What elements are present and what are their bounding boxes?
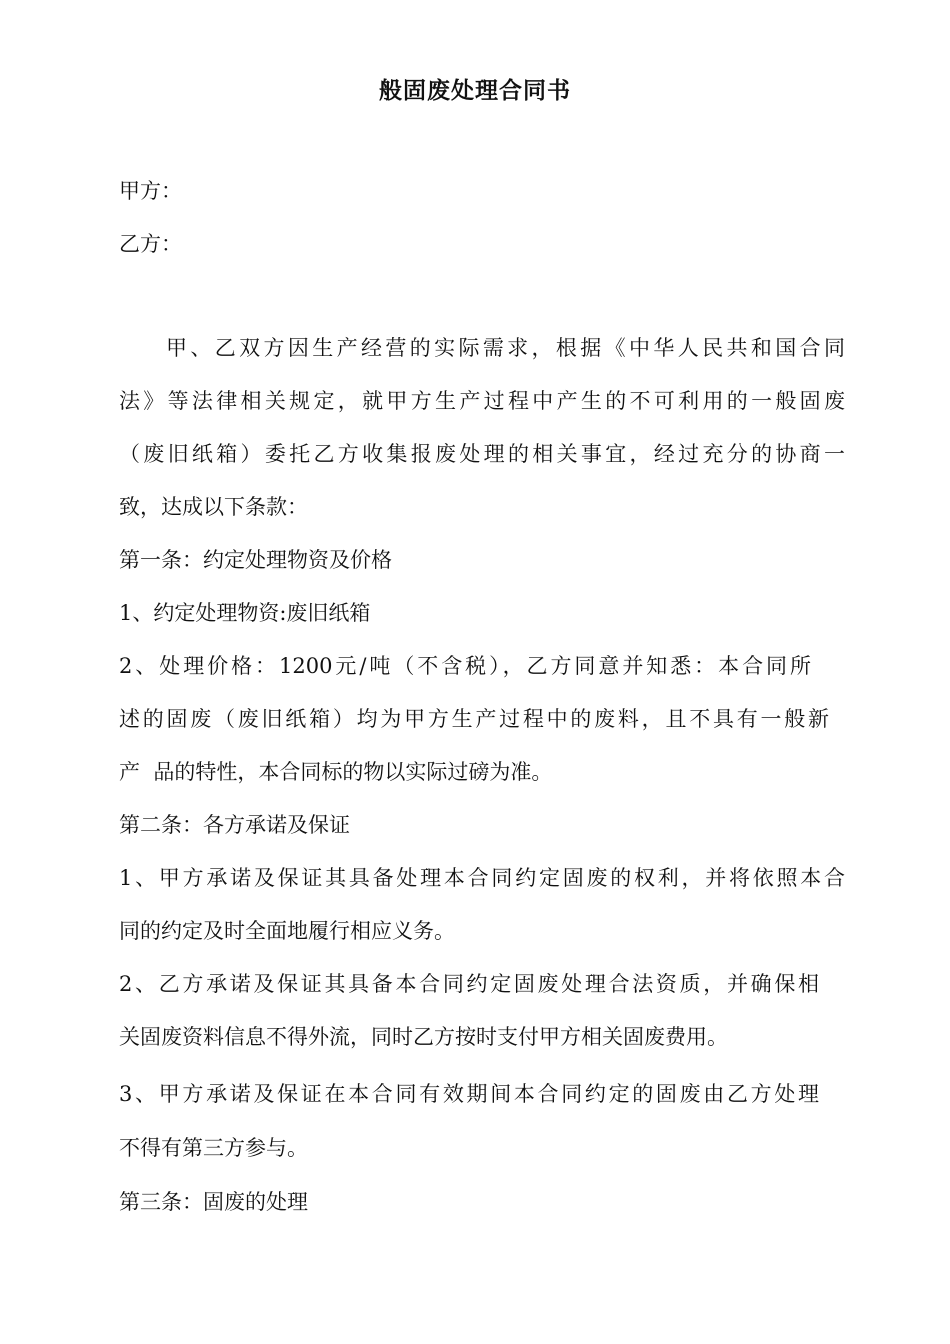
article-2-item-2-line-2: 关固废资料信息不得外流，同时乙方按时支付甲方相关固废费用。 bbox=[119, 1025, 728, 1049]
intro-line-3: （废旧纸箱）委托乙方收集报废处理的相关事宜，经过充分的协商一 bbox=[119, 442, 845, 466]
document-title: 般固废处理合同书 bbox=[379, 78, 571, 104]
intro-line-2: 法》等法律相关规定，就甲方生产过程中产生的不可利用的一般固废 bbox=[119, 389, 845, 413]
article-1-item-2-line-1: 2、处理价格：1200元/吨（不含税），乙方同意并知悉：本合同所 bbox=[119, 654, 811, 678]
article-2-item-1-line-2: 同的约定及时全面地履行相应义务。 bbox=[119, 919, 455, 943]
article-2-item-1-line-1: 1、甲方承诺及保证其具备处理本合同约定固废的权利，并将依照本合 bbox=[119, 866, 845, 890]
party-b-label: 乙方： bbox=[119, 232, 182, 256]
intro-line-1: 甲、乙双方因生产经营的实际需求，根据《中华人民共和国合同 bbox=[166, 336, 845, 360]
article-1-heading: 第一条：约定处理物资及价格 bbox=[119, 548, 392, 572]
article-2-item-3-line-1: 3、甲方承诺及保证在本合同有效期间本合同约定的固废由乙方处理 bbox=[119, 1082, 819, 1106]
article-2-heading: 第二条：各方承诺及保证 bbox=[119, 813, 350, 837]
article-2-item-2-line-1: 2、乙方承诺及保证其具备本合同约定固废处理合法资质，并确保相 bbox=[119, 972, 819, 996]
article-3-heading: 第三条：固废的处理 bbox=[119, 1190, 308, 1214]
article-1-item-2-line-2: 述的固废（废旧纸箱）均为甲方生产过程中的废料，且不具有一般新 bbox=[119, 707, 829, 731]
party-a-label: 甲方： bbox=[119, 179, 182, 203]
intro-line-4: 致，达成以下条款： bbox=[119, 495, 308, 519]
article-1-item-2-line-3: 产 品的特性，本合同标的物以实际过磅为准。 bbox=[119, 760, 553, 784]
article-1-item-1: 1、约定处理物资:废旧纸箱 bbox=[119, 601, 371, 625]
article-2-item-3-line-2: 不得有第三方参与。 bbox=[119, 1136, 308, 1160]
